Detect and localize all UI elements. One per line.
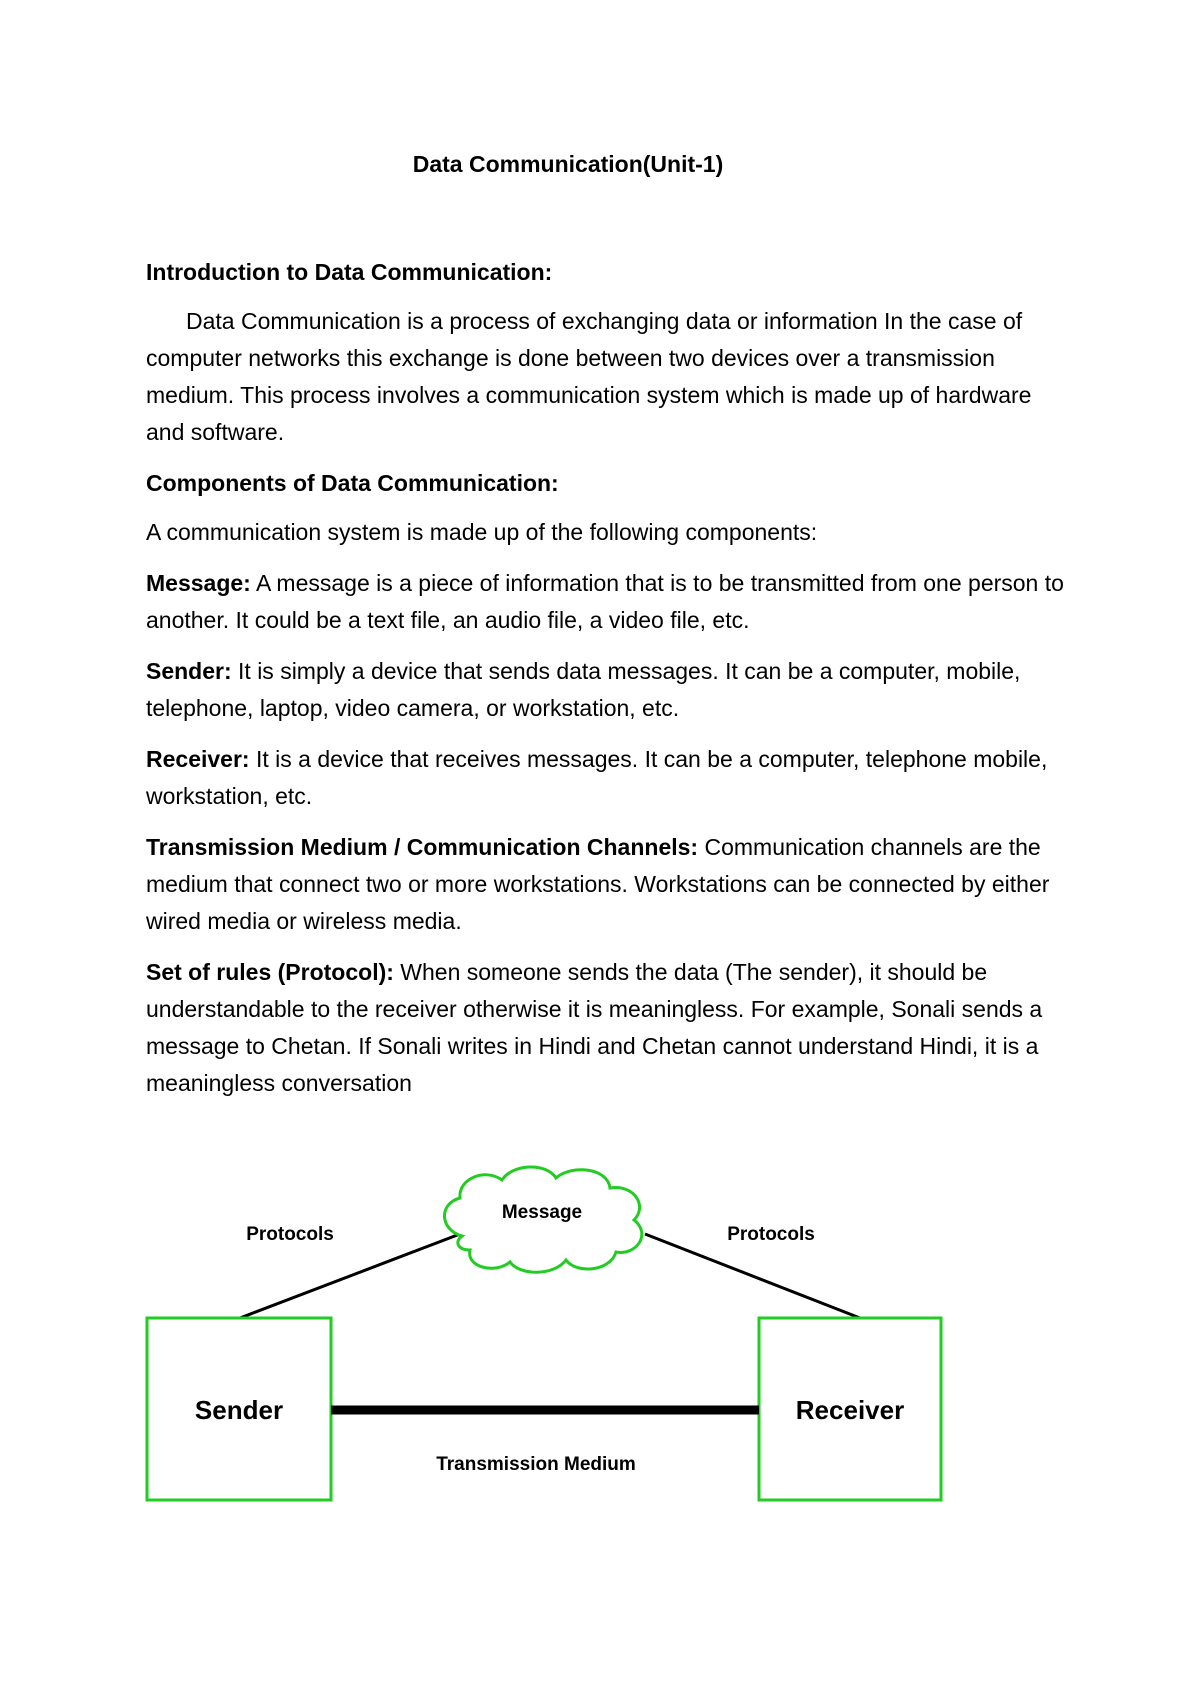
component-message <box>146 565 1066 639</box>
component-protocol <box>146 954 1066 1102</box>
intro-paragraph: Data Communication is a process of exchanging data or information In the case of computer networks this exchange is done between two devices over a transmission medium. This process involves a communication system which is made up of hardware and software. <box>146 308 1032 445</box>
document-body <box>146 254 1066 1116</box>
intro-heading: Introduction to Data Communication: <box>146 259 553 285</box>
component-text: Communication channels are the medium that connect two or more workstations. Workstations can be connected by either wired media or wireless media. <box>146 834 1050 934</box>
protocols-right-label: Protocols <box>727 1224 815 1245</box>
component-term: Set of rules (Protocol): <box>146 959 394 985</box>
component-term: Transmission Medium / Communication Channels: <box>146 834 699 860</box>
protocol-link-left <box>240 1234 460 1318</box>
diagram-svg <box>140 1150 960 1520</box>
component-sender <box>146 653 1066 727</box>
component-term: Sender: <box>146 658 232 684</box>
component-text: It is simply a device that sends data messages. It can be a computer, mobile, telephone, laptop, video camera, or workstation, etc. <box>146 658 1021 721</box>
component-text: It is a device that receives messages. It can be a computer, telephone mobile, workstation, etc. <box>146 746 1048 809</box>
protocol-link-right <box>645 1234 860 1318</box>
components-heading: Components of Data Communication: <box>146 470 559 496</box>
message-label: Message <box>501 1202 583 1223</box>
protocols-left-label: Protocols <box>246 1224 334 1245</box>
component-receiver <box>146 741 1066 815</box>
document-title: Data Communication(Unit-1) <box>412 151 724 177</box>
component-text: When someone sends the data (The sender), it should be understandable to the receiver otherwise it is meaningless. For example, Sonali sends a message to Chetan. If Sonali writes in Hindi and Chetan cannot understand Hindi, it is a meaningless conversation <box>146 959 1043 1096</box>
receiver-label: Receiver <box>795 1395 905 1425</box>
component-term: Receiver: <box>146 746 250 772</box>
components-lead: A communication system is made up of the following components: <box>146 519 818 545</box>
sender-label: Sender <box>194 1395 284 1425</box>
component-term: Message: <box>146 570 251 596</box>
component-transmission-medium <box>146 829 1066 940</box>
component-text: A message is a piece of information that is to be transmitted from one person to another. It could be a text file, an audio file, a video file, etc. <box>146 570 1064 633</box>
transmission-medium-label: Transmission Medium <box>436 1454 636 1475</box>
communication-diagram <box>140 1150 960 1520</box>
